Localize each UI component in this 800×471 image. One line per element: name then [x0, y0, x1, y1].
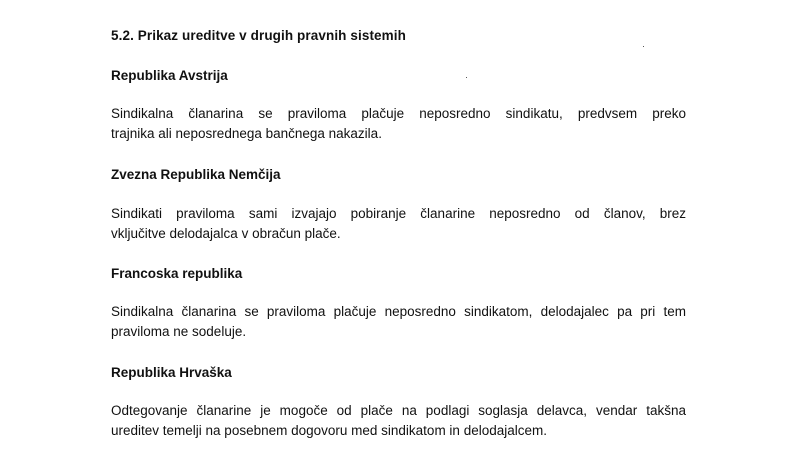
country-heading-germany: Zvezna Republika Nemčija — [111, 167, 281, 182]
paragraph-line: Sindikati praviloma sami izvajajo pobiranje članarine neposredno od članov, brez — [111, 206, 686, 221]
paragraph-line: Sindikalna članarina se praviloma plačuje neposredno sindikatom, delodajalec pa pri tem — [111, 304, 686, 319]
paragraph-line: Odtegovanje članarine je mogoče od plače na podlagi soglasja delavca, vendar takšna — [111, 403, 686, 418]
section-title: 5.2. Prikaz ureditve v drugih pravnih sistemih — [111, 28, 406, 43]
scan-speck — [643, 46, 644, 47]
paragraph-croatia — [111, 401, 686, 441]
paragraph-line: praviloma ne sodeluje. — [111, 324, 247, 339]
country-heading-austria: Republika Avstrija — [111, 68, 228, 83]
paragraph-line: ureditev temelji na posebnem dogovoru med sindikatom in delodajalcem. — [111, 423, 547, 438]
country-heading-croatia: Republika Hrvaška — [111, 365, 232, 380]
paragraph-austria — [111, 104, 686, 144]
paragraph-germany — [111, 204, 686, 244]
paragraph-france — [111, 302, 686, 342]
paragraph-line: Sindikalna članarina se praviloma plačuje neposredno sindikatu, predvsem preko — [111, 106, 686, 121]
scan-speck — [466, 77, 467, 78]
country-heading-france: Francoska republika — [111, 266, 243, 281]
paragraph-line: vključitve delodajalca v obračun plače. — [111, 226, 341, 241]
paragraph-line: trajnika ali neposrednega bančnega nakazila. — [111, 126, 382, 141]
